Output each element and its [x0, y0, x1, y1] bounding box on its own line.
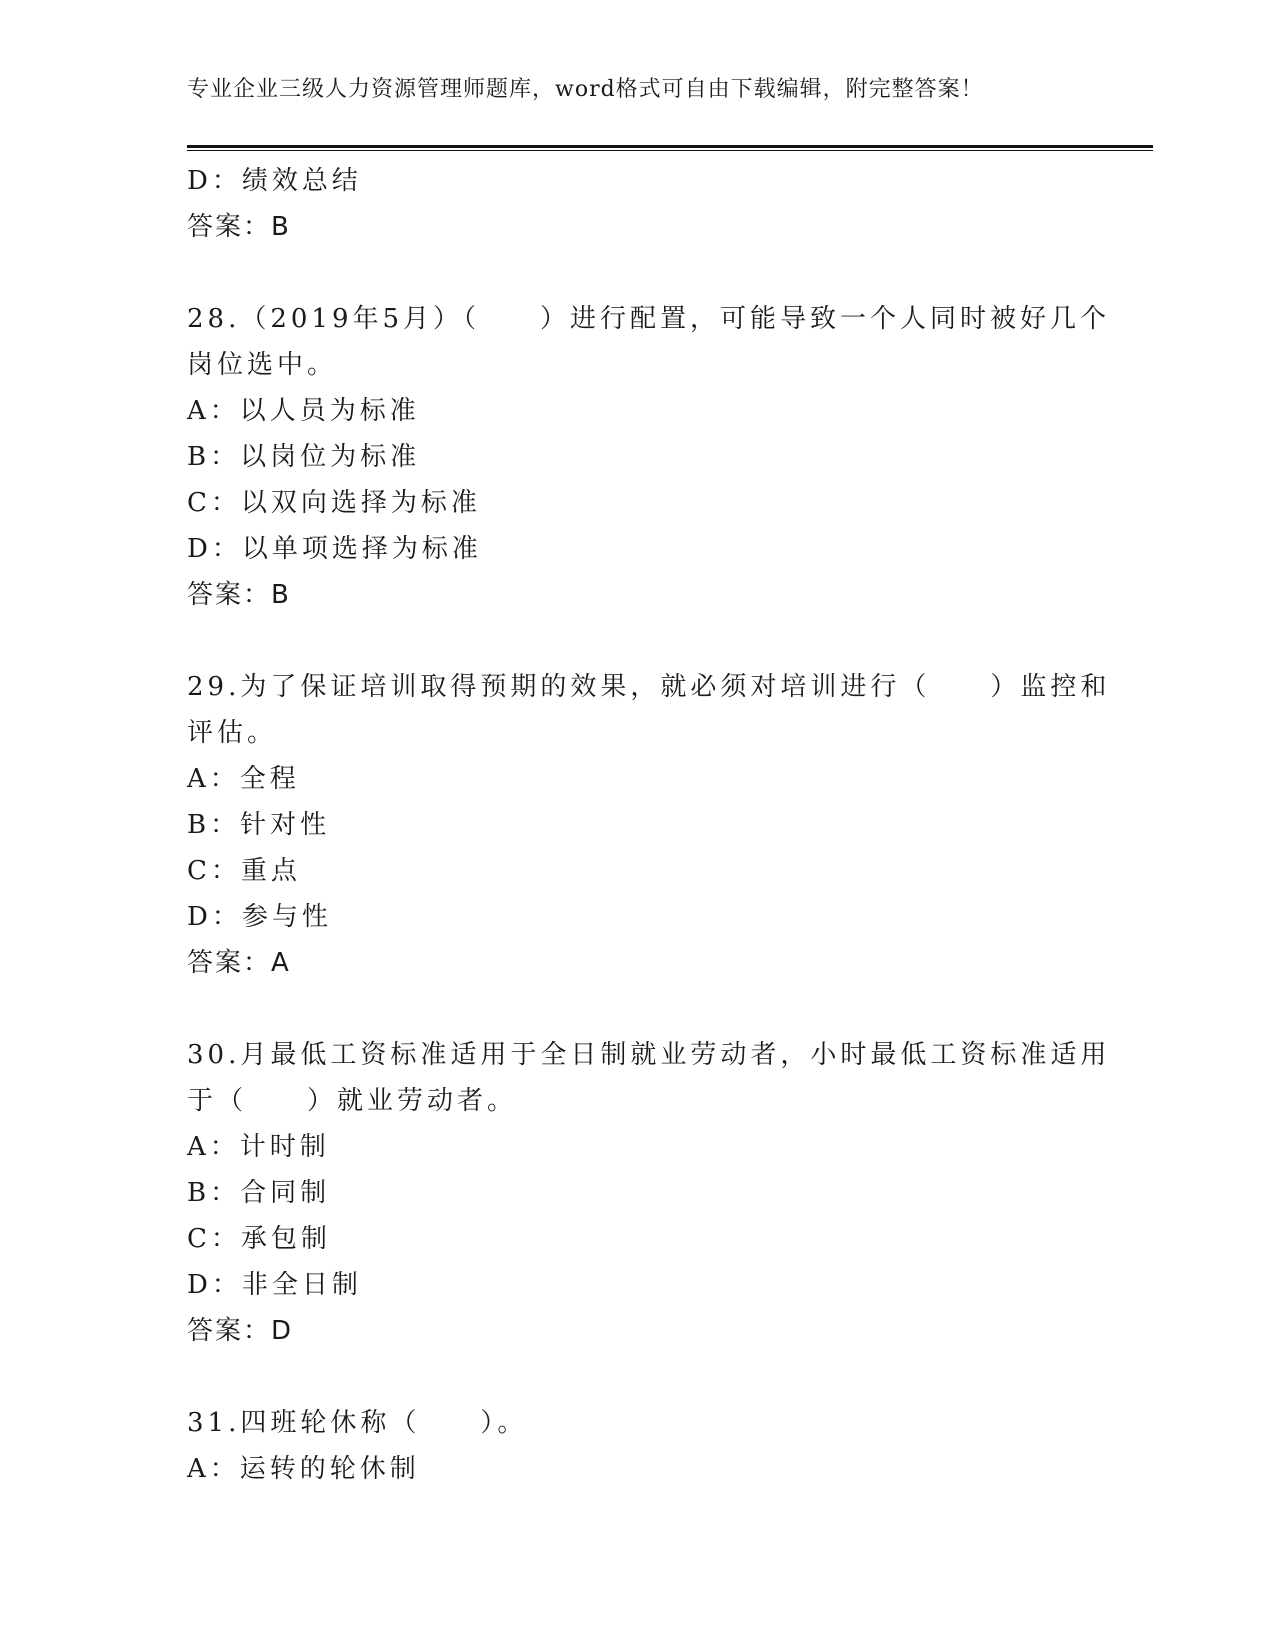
page-header: 专业企业三级人力资源管理师题库，word格式可自由下载编辑，附完整答案！	[187, 77, 984, 102]
spacer	[187, 986, 1087, 1032]
option-d: D：绩效总结	[187, 166, 362, 196]
answer: 答案：D	[187, 1316, 294, 1346]
option-b: B：合同制	[187, 1178, 331, 1208]
header-divider	[187, 145, 1153, 151]
question-text: 30.月最低工资标准适用于全日制就业劳动者，小时最低工资标准适用	[187, 1040, 1111, 1070]
option-a: A：全程	[187, 764, 300, 794]
option-a: A：计时制	[187, 1132, 330, 1162]
answer: 答案：A	[187, 948, 291, 978]
question-28	[187, 296, 1111, 618]
option-b: B：以岗位为标准	[187, 442, 421, 472]
answer: 答案：B	[187, 212, 291, 242]
option-d: D：以单项选择为标准	[187, 534, 482, 564]
option-a: A：运转的轮休制	[187, 1454, 420, 1484]
spacer	[187, 250, 1087, 296]
question-31	[187, 1400, 1087, 1492]
question-text: 评估。	[187, 718, 278, 748]
question-text: 岗位选中。	[187, 350, 338, 380]
spacer	[187, 618, 1087, 664]
answer: 答案：B	[187, 580, 291, 610]
question-text: 28.（2019年5月）（ ）进行配置，可能导致一个人同时被好几个	[187, 304, 1111, 334]
question-30	[187, 1032, 1111, 1354]
spacer	[187, 1354, 1087, 1400]
option-d: D：非全日制	[187, 1270, 362, 1300]
option-c: C：承包制	[187, 1224, 331, 1254]
document-body	[187, 158, 1111, 1492]
question-text: 于（ ）就业劳动者。	[187, 1086, 518, 1116]
option-d: D：参与性	[187, 902, 332, 932]
option-c: C：重点	[187, 856, 301, 886]
option-c: C：以双向选择为标准	[187, 488, 481, 518]
option-b: B：针对性	[187, 810, 331, 840]
question-29	[187, 664, 1111, 986]
option-a: A：以人员为标准	[187, 396, 420, 426]
question-text: 31.四班轮休称（ ）。	[187, 1408, 528, 1438]
question-text: 29.为了保证培训取得预期的效果，就必须对培训进行（ ）监控和	[187, 672, 1111, 702]
